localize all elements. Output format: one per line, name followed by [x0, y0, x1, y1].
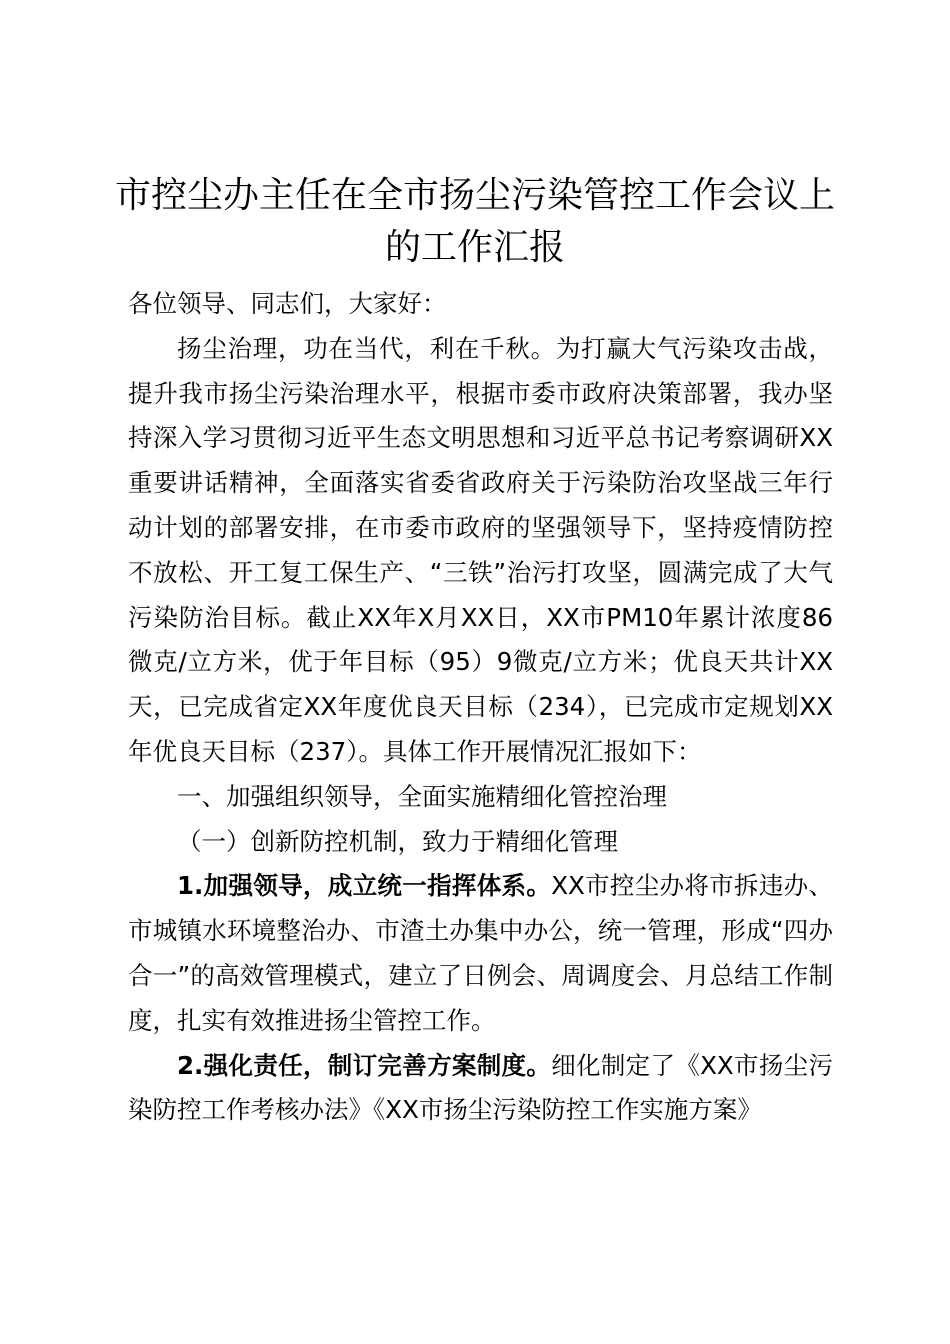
item-1-lead: 1.加强领导，成立统一指挥体系。 [177, 871, 552, 901]
greeting: 各位领导、同志们，大家好： [128, 289, 447, 318]
paragraph-item-1 [128, 864, 833, 1043]
item-2-lead: 2.强化责任，制订完善方案制度。 [177, 1050, 552, 1080]
document-title: 市控尘办主任在全市扬尘污染管控工作会议上的工作汇报 [114, 175, 835, 268]
section-heading: 一、加强组织领导，全面实施精细化管控治理 [177, 781, 667, 811]
document-body [128, 282, 833, 1133]
subsection-heading: （一）创新防控机制，致力于精细化管理 [177, 826, 618, 856]
item-1-text: XX市控尘办将市拆违办、市城镇水环境整治办、市渣土办集中办公，统一管理，形成“四办合一”的高效管理模式，建立了日例会、周调度会、月总结工作制度，扎实有效推进扬尘管控工作。 [128, 871, 833, 1035]
paragraph-item-2 [128, 1044, 833, 1134]
item-2-text: 细化制定了《XX市扬尘污染防控工作考核办法》《XX市扬尘污染防控工作实施方案》 [128, 1050, 833, 1125]
intro-paragraph: 扬尘治理，功在当代，利在千秋。为打赢大气污染攻击战，提升我市扬尘污染治理水平，根据市委市政府决策部署，我办坚持深入学习贯彻习近平生态文明思想和习近平总书记考察调研XX重要讲话精神，全面落实省委省政府关于污染防治攻坚战三年行动计划的部署安排，在市委市政府的坚强领导下，坚持疫情防控不放松、开工复工保生产、“三铁”治污打攻坚，圆满完成了大气污染防治目标。截止XX年X月XX日，XX市PM10年累计浓度86微克/立方米，优于年目标（95）9微克/立方米；优良天共计XX天，已完成省定XX年度优良天目标（234），已完成市定规划XX年优良天目标（237）。具体工作开展情况汇报如下： [128, 333, 833, 766]
